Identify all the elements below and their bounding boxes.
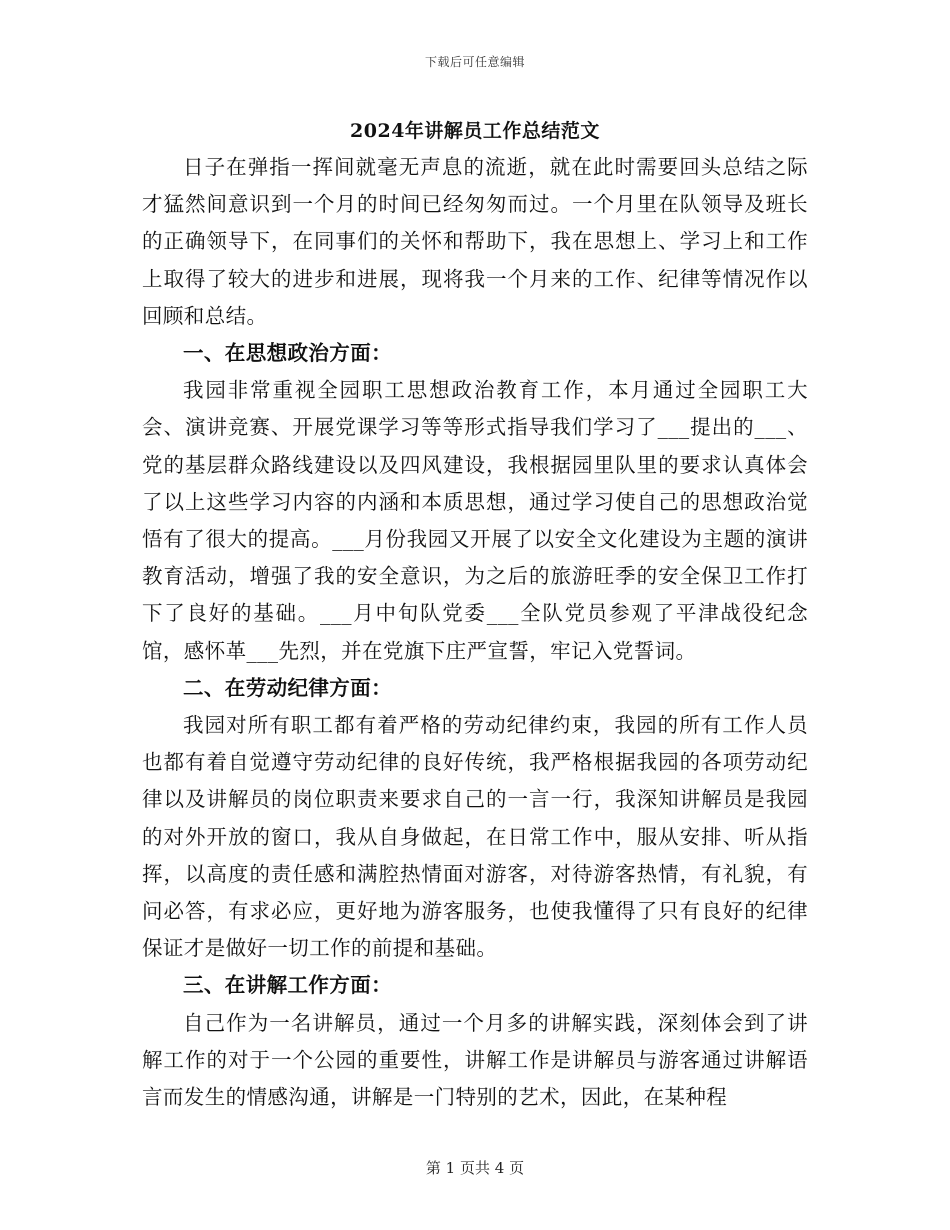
section-heading-discipline: 二、在劳动纪律方面：: [183, 675, 392, 700]
section-heading-politics: 一、在思想政治方面：: [183, 341, 392, 366]
section-paragraph-politics: 我园非常重视全园职工思想政治教育工作，本月通过全园职工大会、演讲竞赛、开展党课学习等等形式指导我们学习了___提出的___、党的基层群众路线建设以及四风建设，我根据园里队里的要求认真体会了以上这些学习内容的内涵和本质思想，通过学习使自己的思想政治觉悟有了很大的提高。___月份我园又开展了以安全文化建设为主题的演讲教育活动，增强了我的安全意识，为之后的旅游旺季的安全保卫工作打下了良好的基础。___月中旬队党委___全队党员参观了平津战役纪念馆，感怀革___先烈，并在党旗下庄严宣誓，牢记入党誓词。: [142, 378, 808, 663]
section-heading-guiding: 三、在讲解工作方面：: [183, 973, 392, 998]
document-body: [142, 149, 808, 1116]
document-title: 2024年讲解员工作总结范文: [350, 120, 600, 142]
intro-paragraph: 日子在弹指一挥间就毫无声息的流逝，就在此时需要回头总结之际才猛然间意识到一个月的时间已经匆匆而过。一个月里在队领导及班长的正确领导下，在同事们的关怀和帮助下，我在思想上、学习上和工作上取得了较大的进步和进展，现将我一个月来的工作、纪律等情况作以回顾和总结。: [142, 155, 808, 328]
section-paragraph-discipline: 我园对所有职工都有着严格的劳动纪律约束，我园的所有工作人员也都有着自觉遵守劳动纪律的良好传统，我严格根据我园的各项劳动纪律以及讲解员的岗位职责来要求自己的一言一行，我深知讲解员是我园的对外开放的窗口，我从自身做起，在日常工作中，服从安排、听从指挥，以高度的责任感和满腔热情面对游客，对待游客热情，有礼貌，有问必答，有求必应，更好地为游客服务，也使我懂得了只有良好的纪律保证才是做好一切工作的前提和基础。: [142, 713, 808, 961]
section-paragraph-guiding: 自己作为一名讲解员，通过一个月多的讲解实践，深刻体会到了讲解工作的对于一个公园的重要性，讲解工作是讲解员与游客通过讲解语言而发生的情感沟通，讲解是一门特别的艺术，因此，在某种程: [142, 1010, 808, 1110]
header-note: 下载后可任意编辑: [424, 55, 525, 69]
page-number: 第 1 页共 4 页: [425, 1159, 525, 1177]
